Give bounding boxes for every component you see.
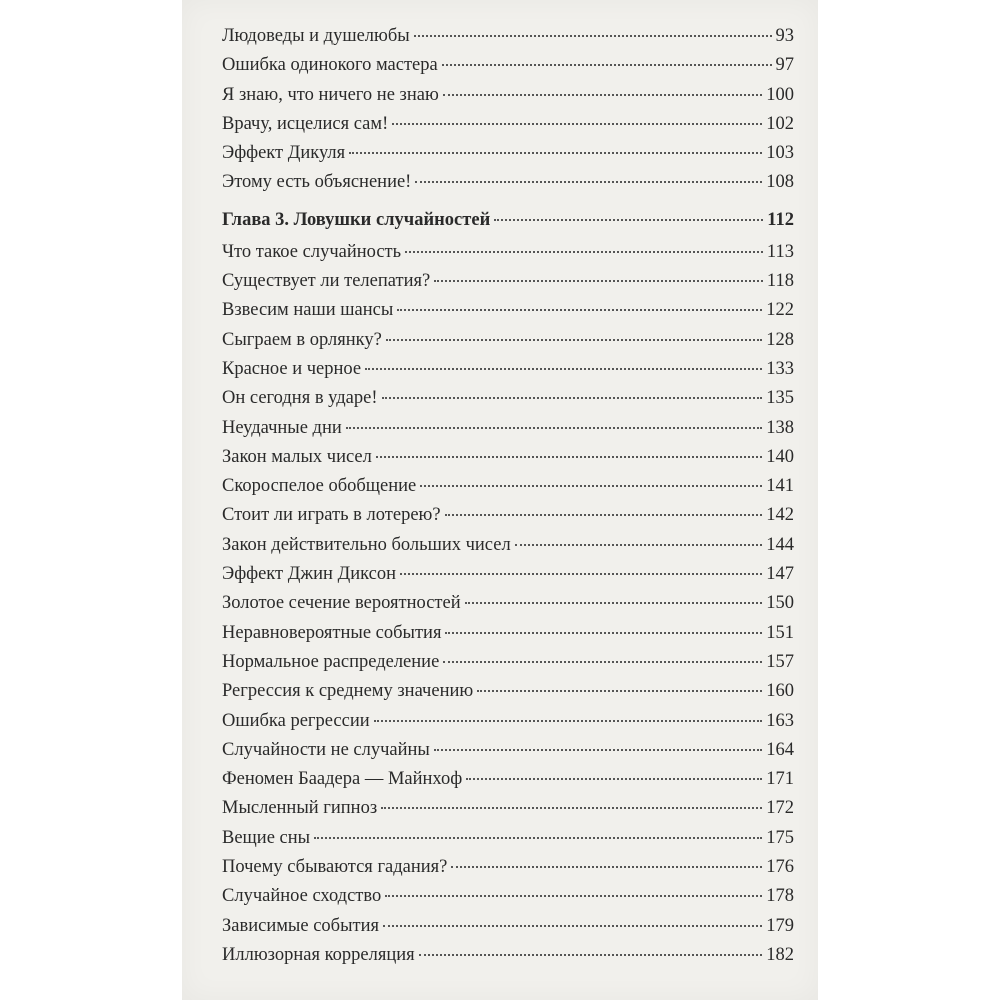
- toc-entry-title: Регрессия к среднему значению: [222, 681, 474, 702]
- toc-entry-title: Закон малых чисел: [222, 446, 372, 467]
- toc-leader-dots: [451, 866, 762, 868]
- toc-entry-title: Существует ли телепатия?: [222, 271, 431, 292]
- toc-entry-title: Ошибка одинокого мастера: [222, 55, 438, 76]
- table-of-contents: [222, 26, 794, 974]
- toc-entry-title: Неудачные дни: [222, 417, 342, 438]
- toc-entry-page: 133: [766, 358, 794, 379]
- toc-entry: [222, 359, 794, 388]
- toc-entry: [222, 535, 794, 564]
- toc-entry-title: Почему сбываются гадания?: [222, 857, 448, 878]
- toc-leader-dots: [382, 397, 763, 399]
- toc-entry: [222, 476, 794, 505]
- toc-entry-page: 160: [766, 681, 794, 702]
- toc-entry: [222, 623, 794, 652]
- toc-leader-dots: [443, 661, 762, 663]
- toc-entry-page: 141: [766, 476, 794, 497]
- toc-entry-title: Иллюзорная корреляция: [222, 944, 415, 965]
- toc-entry-title: Нормальное распределение: [222, 651, 440, 672]
- toc-leader-dots: [434, 280, 763, 282]
- toc-entry: [222, 143, 794, 172]
- toc-leader-dots: [383, 925, 762, 927]
- toc-entry: [222, 711, 794, 740]
- toc-entry-page: 144: [766, 534, 794, 555]
- toc-entry-page: 113: [766, 241, 794, 262]
- toc-entry: [222, 886, 794, 915]
- toc-chapter-heading: [222, 210, 794, 242]
- toc-chapter-title: Глава 3. Ловушки случайностей: [222, 209, 491, 230]
- toc-entry-title: Взвесим наши шансы: [222, 300, 394, 321]
- toc-leader-dots: [376, 456, 762, 458]
- toc-entry: [222, 330, 794, 359]
- toc-entry-title: Феномен Баадера — Майнхоф: [222, 769, 463, 790]
- toc-entry-title: Закон действительно больших чисел: [222, 534, 511, 555]
- toc-entry-page: 93: [775, 26, 794, 46]
- toc-entry-page: 112: [767, 209, 794, 230]
- toc-entry-title: Красное и черное: [222, 358, 362, 379]
- toc-leader-dots: [397, 309, 762, 311]
- toc-leader-dots: [515, 544, 763, 546]
- toc-leader-dots: [346, 427, 762, 429]
- toc-entry-page: 178: [766, 886, 794, 907]
- toc-leader-dots: [314, 837, 762, 839]
- toc-entry-title: Врачу, исцелися сам!: [222, 113, 389, 134]
- toc-entry-page: 164: [766, 739, 794, 760]
- toc-entry-title: Я знаю, что ничего не знаю: [222, 84, 439, 105]
- toc-leader-dots: [434, 749, 762, 751]
- toc-leader-dots: [374, 720, 763, 722]
- toc-leader-dots: [465, 602, 763, 604]
- toc-entry-page: 100: [766, 84, 794, 105]
- toc-entry: [222, 652, 794, 681]
- toc-entry: [222, 388, 794, 417]
- toc-entry-title: Вещие сны: [222, 827, 311, 848]
- toc-leader-dots: [477, 690, 762, 692]
- toc-entry-page: 157: [766, 651, 794, 672]
- toc-leader-dots: [415, 181, 762, 183]
- toc-leader-dots: [392, 123, 762, 125]
- toc-entry: [222, 564, 794, 593]
- toc-entry-page: 179: [766, 915, 794, 936]
- toc-leader-dots: [414, 35, 772, 37]
- toc-entry: [222, 505, 794, 534]
- toc-entry-title: Зависимые события: [222, 915, 379, 936]
- toc-entry: [222, 828, 794, 857]
- toc-entry-page: 135: [766, 388, 794, 409]
- toc-entry: [222, 242, 794, 271]
- toc-entry-page: 138: [766, 417, 794, 438]
- toc-entry-title: Этому есть объяснение!: [222, 172, 412, 193]
- toc-entry-title: Случайности не случайны: [222, 739, 430, 760]
- toc-entry-title: Золотое сечение вероятностей: [222, 593, 461, 614]
- toc-entry-page: 171: [766, 769, 794, 790]
- toc-entry: [222, 681, 794, 710]
- toc-entry: [222, 798, 794, 827]
- toc-leader-dots: [419, 954, 763, 956]
- toc-entry-page: 150: [766, 593, 794, 614]
- toc-leader-dots: [494, 219, 763, 221]
- toc-entry-title: Людоведы и душелюбы: [222, 26, 410, 46]
- toc-entry: [222, 769, 794, 798]
- toc-entry: [222, 945, 794, 974]
- toc-entry-page: 182: [766, 944, 794, 965]
- toc-entry-title: Он сегодня в ударе!: [222, 388, 378, 409]
- toc-entry-page: 176: [766, 857, 794, 878]
- toc-entry: [222, 447, 794, 476]
- toc-entry: [222, 55, 794, 84]
- toc-entry-title: Стоит ли играть в лотерею?: [222, 505, 441, 526]
- toc-entry-page: 142: [766, 505, 794, 526]
- toc-leader-dots: [445, 514, 763, 516]
- toc-entry-page: 108: [766, 172, 794, 193]
- toc-entry: [222, 26, 794, 55]
- toc-entry: [222, 593, 794, 622]
- toc-leader-dots: [405, 251, 763, 253]
- toc-leader-dots: [386, 339, 762, 341]
- toc-entry: [222, 172, 794, 201]
- toc-leader-dots: [443, 94, 762, 96]
- toc-entry-page: 140: [766, 446, 794, 467]
- toc-entry-page: 118: [766, 271, 794, 292]
- toc-leader-dots: [445, 632, 762, 634]
- toc-leader-dots: [420, 485, 762, 487]
- toc-leader-dots: [381, 807, 762, 809]
- toc-entry-title: Эффект Джин Диксон: [222, 564, 396, 585]
- toc-leader-dots: [349, 152, 762, 154]
- toc-entry: [222, 300, 794, 329]
- toc-leader-dots: [400, 573, 762, 575]
- toc-entry: [222, 271, 794, 300]
- toc-entry-page: 97: [775, 55, 794, 76]
- toc-entry-page: 151: [766, 622, 794, 643]
- toc-entry-title: Ошибка регрессии: [222, 710, 370, 731]
- toc-leader-dots: [385, 895, 762, 897]
- toc-entry-title: Мысленный гипноз: [222, 798, 378, 819]
- toc-entry: [222, 418, 794, 447]
- toc-leader-dots: [442, 64, 772, 66]
- toc-leader-dots: [466, 778, 762, 780]
- toc-entry-page: 122: [766, 300, 794, 321]
- toc-entry-title: Эффект Дикуля: [222, 143, 346, 164]
- toc-entry: [222, 85, 794, 114]
- toc-entry-page: 163: [766, 710, 794, 731]
- toc-entry: [222, 740, 794, 769]
- toc-entry: [222, 114, 794, 143]
- toc-entry-page: 175: [766, 827, 794, 848]
- toc-entry-title: Что такое случайность: [222, 241, 402, 262]
- toc-entry-page: 147: [766, 564, 794, 585]
- toc-entry-page: 103: [766, 143, 794, 164]
- toc-leader-dots: [365, 368, 762, 370]
- toc-entry: [222, 857, 794, 886]
- toc-entry-title: Случайное сходство: [222, 886, 382, 907]
- toc-entry-page: 172: [766, 798, 794, 819]
- toc-entry-page: 128: [766, 329, 794, 350]
- toc-entry: [222, 916, 794, 945]
- toc-entry-title: Сыграем в орлянку?: [222, 329, 382, 350]
- toc-entry-page: 102: [766, 113, 794, 134]
- toc-entry-title: Неравновероятные события: [222, 622, 442, 643]
- toc-entry-title: Скороспелое обобщение: [222, 476, 417, 497]
